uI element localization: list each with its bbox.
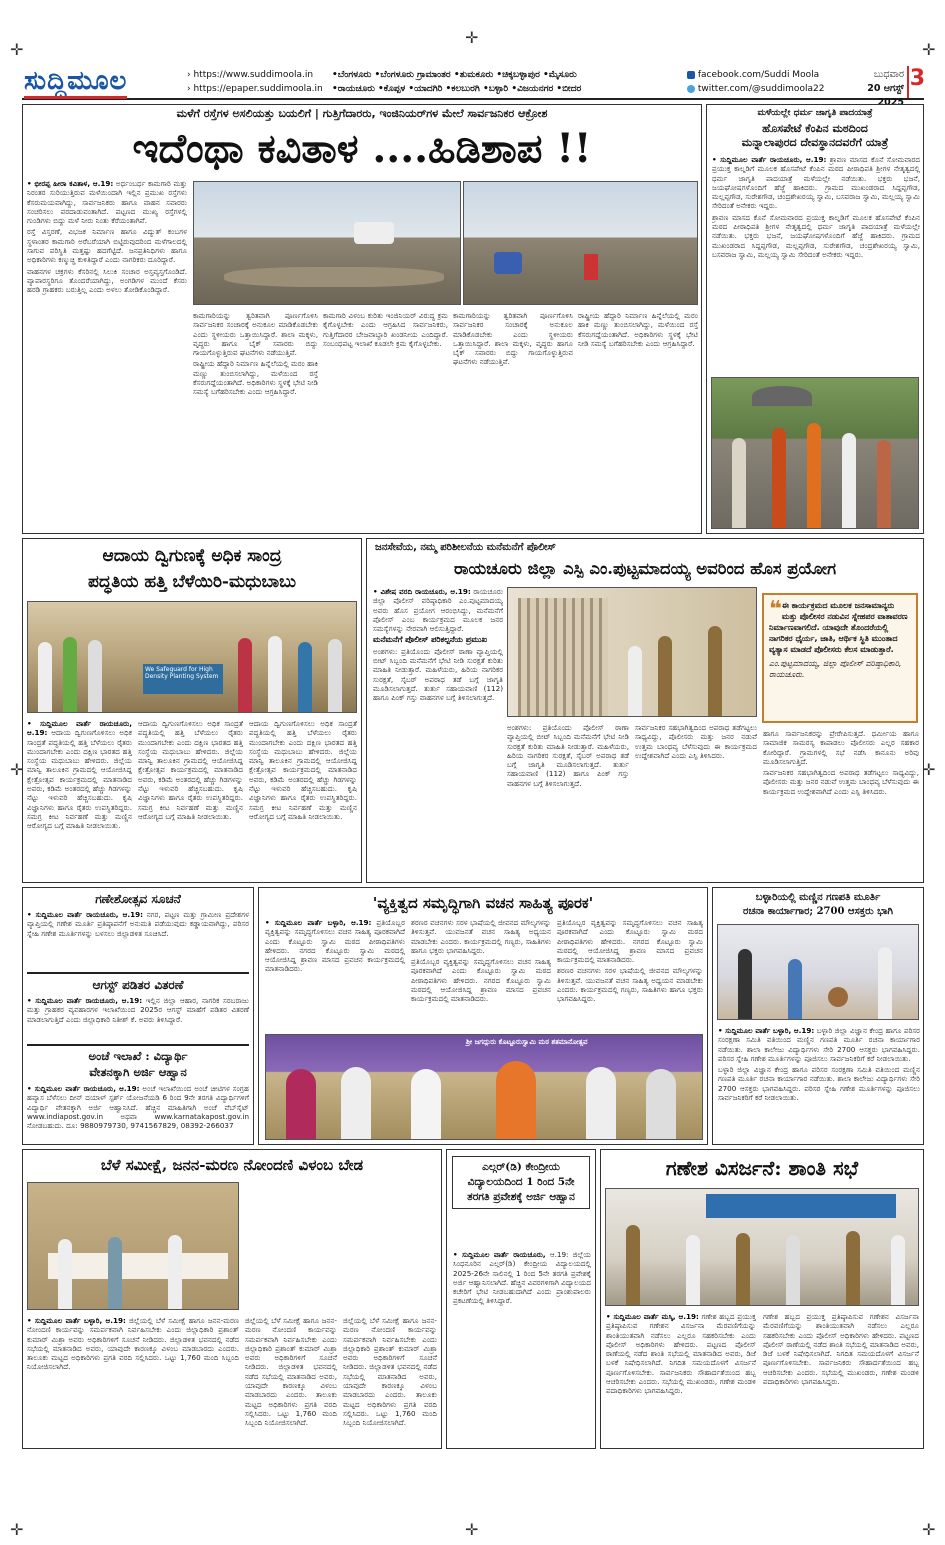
lead-story: [22, 104, 702, 534]
facebook-icon: [687, 71, 695, 79]
police-paragraph: ಅಂಶಗಳು: ಪ್ರತಿಯೊಂದು ಪೊಲೀಸ್ ಠಾಣಾ ವ್ಯಾಪ್ತಿಯಲ್ಲಿ ಬೀಟ್ ಸಿಬ್ಬಂದಿ ಮನೆಮನೆಗೆ ಭೇಟಿ ನೀಡಿ ಸುರಕ್ಷತೆ ಕುರಿತು ಮಾಹಿತಿ ನೀಡುತ್ತಾರೆ. ಮಹಿಳೆಯರು, ಹಿರಿಯ ನಾಗರಿಕರ ಸುರಕ್ಷತೆ, ಸೈಬರ್ ಅಪರಾಧ ತಡೆ ಬಗ್ಗೆ ಜಾಗೃತಿ ಮೂಡಿಸಲಾಗುತ್ತದೆ. ತುರ್ತು ಸಹಾಯವಾಣಿ (112) ಹಾಗೂ ಪಿಂಕ್ ಗಸ್ತು ವಾಹನಗಳ ಬಗ್ಗೆ ತಿಳಿಸಲಾಗುತ್ತದೆ.: [507, 723, 629, 788]
clay-ganesha-story: [712, 887, 924, 1145]
registration-mark: ✛: [465, 28, 479, 47]
masthead: [22, 66, 925, 108]
officer-shape: [658, 636, 672, 716]
lead-paragraph: ರಾಷ್ಟ್ರೀಯ ಹೆದ್ದಾರಿ ನಿರ್ಮಾಣ ಹಿನ್ನೆಲೆಯಲ್ಲಿ ಮರಂ ಹಾಕಿ ಮಣ್ಣು ತುಂಬಿಸಲಾಗಿದ್ದು, ಮಳೆಯಿಂದ ರಸ್ತೆ ಕೆಸರುಗದ್ದೆಯಂತಾಗಿದೆ. ಅಧಿಕಾರಿಗಳು ಸ್ಥಳಕ್ಕೆ ಭೇಟಿ ನೀಡಿ ಸಮಸ್ಯೆ ಬಗೆಹರಿಸಬೇಕು ಎಂದು ಆಗ್ರಹಿಸಿದ್ದಾರೆ.: [578, 311, 698, 348]
clay-headline-line: ಬಳ್ಳಾರಿಯಲ್ಲಿ ಮಣ್ಣಿನ ಗಣಪತಿ ಮೂರ್ತಿ: [755, 892, 881, 903]
city-editions: [332, 68, 687, 96]
police-paragraph: ರಾಯಚೂರು ಜಿಲ್ಲಾ ಪೊಲೀಸ್ ವರಿಷ್ಠಾಧಿಕಾರಿ ಎಂ.ಪುಟ್ಟಮಾದಯ್ಯ ಅವರು ಹೊಸ ಪ್ರಯೋಗ ಆರಂಭಿಸಿದ್ದು, ಮನೆಮನೆಗೆ ಪೊಲೀಸ್ ಎಂಬ ಕಾರ್ಯಕ್ರಮದ ಮೂಲಕ ಜನರ ಸಮಸ್ಯೆಗಳನ್ನು ನೇರವಾಗಿ ಆಲಿಸುತ್ತಿದ್ದಾರೆ.: [373, 587, 503, 634]
yatra-headline: [707, 122, 923, 150]
page-number: 3: [907, 66, 925, 98]
registration-mark: ✛: [465, 1520, 479, 1539]
police-column: [373, 587, 503, 879]
puddle-shape: [224, 267, 444, 287]
cotton-story: [22, 538, 362, 883]
yatra-kicker: ಮಳೆಯಲ್ಲೇ ಧರ್ಮ ಜಾಗೃತಿ ಪಾದಯಾತ್ರೆ: [757, 108, 873, 118]
person-shape: [788, 959, 802, 1019]
person-shape: [584, 254, 598, 280]
auto-rickshaw-shape: [494, 252, 522, 274]
quote-icon: ❝: [769, 597, 782, 622]
police-headline: ರಾಯಚೂರು ಜಿಲ್ಲಾ ಎಸ್ಪಿ ಎಂ.ಪುಟ್ಟಮಾದಯ್ಯ ಅವರಿಂದ ಹೊಸ ಪ್ರಯೋಗ: [453, 559, 837, 578]
divider: [27, 972, 249, 974]
police-column: [635, 723, 757, 878]
person-shape: [772, 428, 786, 528]
police-subhead: ಮನೆಮನೆಗೆ ಪೊಲೀಸ್ ಪರಿಕಲ್ಪನೆಯ ಪ್ರಮುಖ: [373, 635, 488, 645]
peace-paragraph: ಗಣೇಶ ಹಬ್ಬದ ಪ್ರಯುಕ್ತ ಪ್ರತಿಷ್ಠಾಪಿಸುವ ಗಣೇಶನ ವಿಸರ್ಜನಾ ಮೆರವಣಿಗೆಯನ್ನು ಶಾಂತಿಯುತವಾಗಿ ನಡೆಸಲು ಎಲ್ಲರೂ ಸಹಕರಿಸಬೇಕು ಎಂದು ಪೊಲೀಸ್ ಅಧಿಕಾರಿಗಳು ಹೇಳಿದರು. ಪಟ್ಟಣದ ಪೊಲೀಸ್ ಠಾಣೆಯಲ್ಲಿ ನಡೆದ ಶಾಂತಿ ಸಭೆಯಲ್ಲಿ ಮಾತನಾಡಿದ ಅವರು, ಡಿಜೆ ಬಳಕೆ ನಿಷೇಧಿಸಲಾಗಿದೆ. ನಿಗದಿತ ಸಮಯದೊಳಗೆ ವಿಸರ್ಜನೆ ಪೂರ್ಣಗೊಳಿಸಬೇಕು. ಸಾರ್ವಜನಿಕರು ಸೌಹಾರ್ದತೆಯಿಂದ ಹಬ್ಬ ಆಚರಿಸಬೇಕು ಎಂದರು. ಸಭೆಯಲ್ಲಿ ಮುಖಂಡರು, ಗಣೇಶ ಮಂಡಳಿ ಪದಾಧಿಕಾರಿಗಳು ಭಾಗವಹಿಸಿದ್ದರು.: [606, 1312, 756, 1396]
person-shape: [891, 1235, 905, 1305]
crop-paragraph: ಜಿಲ್ಲೆಯಲ್ಲಿ ಬೆಳೆ ಸಮೀಕ್ಷೆ ಹಾಗೂ ಜನನ-ಮರಣ ನೋಂದಣಿ ಕಾರ್ಯವನ್ನು ಸಮರ್ಪಕವಾಗಿ ನಿರ್ವಹಿಸಬೇಕು ಎಂದು ಜಿಲ್ಲಾಧಿಕಾರಿ ಪ್ರಶಾಂತ್ ಕುಮಾರ್ ಮಿಶ್ರಾ ಅವರು ಅಧಿಕಾರಿಗಳಿಗೆ ಸೂಚನೆ ನೀಡಿದರು. ಜಿಲ್ಲಾಡಳಿತ ಭವನದಲ್ಲಿ ನಡೆದ ಸಭೆಯಲ್ಲಿ ಮಾತನಾಡಿದ ಅವರು, ಯಾವುದೇ ಕಾರಣಕ್ಕೂ ವಿಳಂಬ ಮಾಡಬಾರದು ಎಂದರು. ತಾಲೂಕು ಮಟ್ಟದ ಅಧಿಕಾರಿಗಳು ಪ್ರಗತಿ ವರದಿ ಸಲ್ಲಿಸಿದರು. ಒಟ್ಟು 1,760 ಮಂದಿ ಸಿಬ್ಬಂದಿ ನಿಯೋಜಿಸಲಾಗಿದೆ.: [27, 1316, 239, 1372]
car-shape: [354, 222, 394, 244]
person-shape: [411, 1069, 441, 1139]
vachana-paragraph: ಪ್ರತಿಯೊಬ್ಬರ ವ್ಯಕ್ತಿತ್ವವನ್ನು ಸಮೃದ್ಧಗೊಳಿಸಲು ವಚನ ಸಾಹಿತ್ಯ ಪೂರಕವಾಗಿದೆ ಎಂದು ಕೊಟ್ಟೂರು ಸ್ವಾಮಿ ಮಠದ ಪೀಠಾಧಿಪತಿಗಳು ಹೇಳಿದರು. ನಗರದ ಕೊಟ್ಟೂರು ಸ್ವಾಮಿ ಮಠದಲ್ಲಿ ಆಯೋಜಿಸಿದ್ದ ಶ್ರಾವಣ ಮಾಸದ ಪ್ರವಚನ ಕಾರ್ಯಕ್ರಮದಲ್ಲಿ ಮಾತನಾಡಿದರು.: [411, 957, 551, 1004]
gate-shape: [518, 598, 608, 716]
crop-survey-headline: ಬೆಳೆ ಸಮೀಕ್ಷೆ, ಜನನ-ಮರಣ ನೋಂದಣಿ ವಿಳಂಬ ಬೇಡ: [100, 1156, 364, 1174]
cotton-column: [138, 719, 243, 879]
clay-byline: • ಸುದ್ದಿಮೂಲ ವಾರ್ತೆ ಬಳ್ಳಾರಿ, ಆ.19:: [718, 1026, 815, 1035]
meeting-photo: [27, 1182, 239, 1310]
peace-meeting-headline: ಗಣೇಶ ವಿಸರ್ಜನೆ: ಶಾಂತಿ ಸಭೆ: [665, 1156, 859, 1180]
date: 20 ಆಗಸ್ಟ್ 2025: [867, 83, 904, 108]
crop-paragraph: ಜಿಲ್ಲೆಯಲ್ಲಿ ಬೆಳೆ ಸಮೀಕ್ಷೆ ಹಾಗೂ ಜನನ-ಮರಣ ನೋಂದಣಿ ಕಾರ್ಯವನ್ನು ಸಮರ್ಪಕವಾಗಿ ನಿರ್ವಹಿಸಬೇಕು ಎಂದು ಜಿಲ್ಲಾಧಿಕಾರಿ ಪ್ರಶಾಂತ್ ಕುಮಾರ್ ಮಿಶ್ರಾ ಅವರು ಅಧಿಕಾರಿಗಳಿಗೆ ಸೂಚನೆ ನೀಡಿದರು. ಜಿಲ್ಲಾಡಳಿತ ಭವನದಲ್ಲಿ ನಡೆದ ಸಭೆಯಲ್ಲಿ ಮಾತನಾಡಿದ ಅವರು, ಯಾವುದೇ ಕಾರಣಕ್ಕೂ ವಿಳಂಬ ಮಾಡಬಾರದು ಎಂದರು. ತಾಲೂಕು ಮಟ್ಟದ ಅಧಿಕಾರಿಗಳು ಪ್ರಗತಿ ವರದಿ ಸಲ್ಲಿಸಿದರು. ಒಟ್ಟು 1,760 ಮಂದಿ ಸಿಬ್ಬಂದಿ ನಿಯೋಜಿಸಲಾಗಿದೆ.: [343, 1316, 437, 1428]
person-shape: [586, 1067, 616, 1139]
banner-shape: [706, 1194, 896, 1218]
lead-paragraph: ಕಾಮಗಾರಿ ವಿಳಂಬ ಕುರಿತು ಇಂಜಿನಿಯರ್ ವಿರುದ್ಧ ಕ್ರಮ ಕೈಗೊಳ್ಳಬೇಕು ಎಂದು ಆಗ್ರಹಿಸಿದ ಸಾರ್ವಜನಿಕರು, ಗುತ್ತಿಗೆದಾರರ ಬೇಜವಾಬ್ದಾರಿ ಖಂಡನೀಯ ಎಂದಿದ್ದಾರೆ. ಸಂಬಂಧಪಟ್ಟ ಇಲಾಖೆ ಕೂಡಲೇ ಕ್ರಮ ಕೈಗೊಳ್ಳಬೇಕು.: [323, 311, 448, 348]
ganesha-notice-byline: • ಸುದ್ದಿಮೂಲ ವಾರ್ತೆ ರಾಯಚೂರು, ಆ.19:: [27, 910, 143, 919]
scholarship-text: ಅಂಚೆ ಇಲಾಖೆಯಿಂದ ಅಂಚೆ ಚೀಟಿಗಳ ಸಂಗ್ರಹ ಹವ್ಯಾಸ ಬೆಳೆಸಲು ದೀನ್ ದಯಾಳ್ ಸ್ಪರ್ಶ್ ಯೋಜನೆಯಡಿ 6 ರಿಂದ 9ನೇ ತರಗತಿ ವಿದ್ಯಾರ್ಥಿಗಳಿಗೆ ವಿದ್ಯಾರ್ಥಿ ವೇತನಕ್ಕಾಗಿ ಅರ್ಜಿ ಆಹ್ವಾನಿಸಿದೆ. ಹೆಚ್ಚಿನ ಮಾಹಿತಿಗಾಗಿ ಅಂಚೆ ವೆಬ್‌ಸೈಟ್ www.indiapost.gov.in ಅಥವಾ www.karnatakapost.gov.in ನೋಡಬಹುದು. ದೂ: 9880979730, 9741567829, 08392-266037: [27, 1084, 249, 1131]
police-byline: • ವಿಶೇಷ ವರದಿ ರಾಯಚೂರು, ಆ.19:: [373, 587, 471, 596]
police-paragraph: ಸಾರ್ವಜನಿಕರ ಸಹಭಾಗಿತ್ವದಿಂದ ಅಪರಾಧ ತಡೆಗಟ್ಟಲು ಸಾಧ್ಯವಿದ್ದು, ಪೊಲೀಸರು ಮತ್ತು ಜನರ ನಡುವೆ ಉತ್ತಮ ಬಾಂಧವ್ಯ ಬೆಳೆಸುವುದು ಈ ಕಾರ್ಯಕ್ರಮದ ಉದ್ದೇಶವಾಗಿದೆ ಎಂದು ಎಸ್ಪಿ ತಿಳಿಸಿದರು.: [763, 768, 919, 796]
lead-column: [323, 311, 448, 531]
farmers-group-photo: [27, 601, 357, 713]
scholarship-title: [23, 1048, 253, 1080]
lead-headline: ಇದೆಂಥಾ ಕವಿತಾಳ ....ಹಿಡಿಶಾಪ !!: [132, 125, 592, 172]
person-shape: [738, 949, 752, 1019]
seer-shape: [496, 1061, 536, 1139]
officer-shape: [846, 1231, 860, 1305]
epaper-link[interactable]: https://epaper.suddimoola.in: [193, 84, 323, 94]
scholarship-byline: • ಸುದ್ದಿಮೂಲ ವಾರ್ತೆ ರಾಯಚೂರು, ಆ.19:: [27, 1084, 140, 1093]
ganesha-notice-title: ಗಣೇಶೋತ್ಸವ ಸೂಚನೆ: [95, 892, 181, 906]
yatra-paragraph: ಶ್ರಾವಣ ಮಾಸದ ಕೊನೆ ಸೋಮವಾರದ ಪ್ರಯುಕ್ತ ಕಾಲ್ನಡಿಗೆ ಮೂಲಕ ಹೊಸಪೇಟೆ ಕೆಂಪಿನ ಮಠದ ಪೀಠಾಧಿಪತಿ ಶ್ರೀಗಳ ನೇತೃತ್ವದಲ್ಲಿ ಧರ್ಮ ಜಾಗೃತಿ ಪಾದಯಾತ್ರೆ ಮಳೆಯಲ್ಲೇ ನಡೆಯಿತು. ಭಕ್ತರು ಭಜನೆ, ಜಯಘೋಷಗಳೊಂದಿಗೆ ಹೆಜ್ಜೆ ಹಾಕಿದರು. ಗ್ರಾಮದ ಮುಖಂಡರಾದ ಸಿದ್ದಪ್ಪಗೌಡ, ಮಲ್ಲಪ್ಪಗೌಡ, ಸುರೇಶಗೌಡ, ಚಂದ್ರಶೇಖರಯ್ಯ ಸ್ವಾಮಿ, ಬಸವರಾಜ ಸ್ವಾಮಿ, ಮಲ್ಲಯ್ಯ ಸ್ವಾಮಿ ಸೇರಿದಂತೆ ಅನೇಕರು ಇದ್ದರು.: [712, 155, 920, 211]
social-links: [687, 68, 824, 96]
person-shape: [732, 438, 746, 528]
clay-idol-shape: [828, 987, 848, 1007]
cotton-byline: • ಸುದ್ದಿಮೂಲ ವಾರ್ತೆ ರಾಯಚೂರು, ಆ.19:: [27, 719, 132, 738]
person-shape: [108, 1237, 122, 1309]
vachana-column: [557, 918, 703, 1028]
vachana-paragraph: ಶರಣರ ವಚನಗಳು ಸರಳ ಭಾಷೆಯಲ್ಲಿ ಜೀವನದ ಮೌಲ್ಯಗಳನ್ನು ತಿಳಿಸುತ್ತವೆ. ಯುವಜನತೆ ವಚನ ಸಾಹಿತ್ಯ ಅಧ್ಯಯನ ಮಾಡಬೇಕು ಎಂದರು. ಕಾರ್ಯಕ್ರಮದಲ್ಲಿ ಗಣ್ಯರು, ಸಾಹಿತಿಗಳು ಹಾಗೂ ಭಕ್ತರು ಭಾಗವಹಿಸಿದ್ದರು.: [557, 966, 703, 1004]
cities-row: •ಬೆಂಗಳೂರು •ಬೆಂಗಳೂರು ಗ್ರಾಮಾಂತರ •ತುಮಕೂರು •ಚಿಕ್ಕಬಳ್ಳಾಪುರ •ಮೈಸೂರು: [332, 70, 577, 80]
ganesha-notice-body: [27, 910, 249, 968]
flooded-road-photo: [463, 181, 698, 305]
person-shape: [878, 947, 892, 1019]
cotton-paragraph: ಆದಾಯ ದ್ವಿಗುಣಗೊಳಿಸಲು ಅಧಿಕ ಸಾಂದ್ರತೆ ಪದ್ಧತಿಯಲ್ಲಿ ಹತ್ತಿ ಬೆಳೆಯಲು ರೈತರು ಮುಂದಾಗಬೇಕು ಎಂದು ದಕ್ಷಿಣ ಭಾರತದ ಹತ್ತಿ ಸಂಸ್ಥೆಯ ಮಧುಬಾಬು ಹೇಳಿದರು. ಜಿಲ್ಲೆಯ ಮಾನ್ವಿ ತಾಲೂಕಿನ ಗ್ರಾಮದಲ್ಲಿ ಆಯೋಜಿಸಿದ್ದ ಕ್ಷೇತ್ರೋತ್ಸವ ಕಾರ್ಯಕ್ರಮದಲ್ಲಿ ಮಾತನಾಡಿದ ಅವರು, ಕಡಿಮೆ ಅಂತರದಲ್ಲಿ ಹೆಚ್ಚು ಗಿಡಗಳನ್ನು ನೆಟ್ಟು ಇಳುವರಿ ಹೆಚ್ಚಿಸಬಹುದು. ಕೃಷಿ ವಿಜ್ಞಾನಿಗಳು ಹಾಗೂ ರೈತರು ಉಪಸ್ಥಿತರಿದ್ದರು. ಸಮಗ್ರ ಕೀಟ ನಿರ್ವಹಣೆ ಮತ್ತು ಮಣ್ಣಿನ ಆರೋಗ್ಯದ ಬಗ್ಗೆ ಮಾಹಿತಿ ನೀಡಲಾಯಿತು.: [249, 719, 357, 821]
clay-ganesha-column: [718, 1026, 920, 1141]
person-shape: [58, 1239, 72, 1309]
person-shape: [298, 642, 312, 712]
registration-mark: ✛: [10, 760, 24, 779]
website-link[interactable]: https://www.suddimoola.in: [193, 70, 314, 80]
person-shape: [38, 642, 52, 712]
vachana-paragraph: ಪ್ರತಿಯೊಬ್ಬರ ವ್ಯಕ್ತಿತ್ವವನ್ನು ಸಮೃದ್ಧಗೊಳಿಸಲು ವಚನ ಸಾಹಿತ್ಯ ಪೂರಕವಾಗಿದೆ ಎಂದು ಕೊಟ್ಟೂರು ಸ್ವಾಮಿ ಮಠದ ಪೀಠಾಧಿಪತಿಗಳು ಹೇಳಿದರು. ನಗರದ ಕೊಟ್ಟೂರು ಸ್ವಾಮಿ ಮಠದಲ್ಲಿ ಆಯೋಜಿಸಿದ್ದ ಶ್ರಾವಣ ಮಾಸದ ಪ್ರವಚನ ಕಾರ್ಯಕ್ರಮದಲ್ಲಿ ಮಾತನಾಡಿದರು.: [265, 918, 405, 974]
lead-column: [27, 179, 187, 529]
lead-paragraph: ಅರ್ಧಂಬರ್ಧ ಕಾಮಗಾರಿ ಮತ್ತು ನಿರಂತರ ಸುರಿಯುತ್ತಿರುವ ಮಳೆಯಿಂದಾಗಿ ಇಲ್ಲಿನ ಪ್ರಮುಖ ರಸ್ತೆಗಳು ಕೆಸರುಮಯವಾಗಿದ್ದು, ಸಾರ್ವಜನಿಕರು ಹಾಗೂ ವಾಹನ ಸವಾರರು ಸಂಚರಿಸಲು ಪರದಾಡುವಂತಾಗಿದೆ. ಪಟ್ಟಣದ ಮುಖ್ಯ ರಸ್ತೆಗಳಲ್ಲಿ ಗುಂಡಿಗಳು ಬಿದ್ದು ಮಳೆ ನೀರು ನಿಂತು ಕೆರೆಯಂತಾಗಿವೆ.: [27, 179, 187, 226]
lead-paragraph: ಕಾಮಗಾರಿಯನ್ನು ತ್ವರಿತವಾಗಿ ಪೂರ್ಣಗೊಳಿಸಿ ಸಾರ್ವಜನಿಕರ ಸಂಚಾರಕ್ಕೆ ಅನುಕೂಲ ಮಾಡಿಕೊಡಬೇಕು ಎಂದು ಸ್ಥಳೀಯರು ಒತ್ತಾಯಿಸಿದ್ದಾರೆ. ಶಾಲಾ ಮಕ್ಕಳು, ವೃದ್ಧರು ಹಾಗೂ ಬೈಕ್ ಸವಾರರು ಬಿದ್ದು ಗಾಯಗೊಳ್ಳುತ್ತಿರುವ ಘಟನೆಗಳು ನಡೆಯುತ್ತಿವೆ.: [453, 311, 573, 367]
quote-attribution: ಎಂ.ಪುಟ್ಟಮಾದಯ್ಯ, ಜಿಲ್ಲಾ ಪೊಲೀಸ್ ವರಿಷ್ಠಾಧಿಕಾರಿ, ರಾಯಚೂರು.: [769, 659, 902, 679]
person-shape: [63, 637, 77, 712]
officer-shape: [626, 1225, 640, 1305]
yatra-column: [712, 155, 920, 370]
clay-paragraph: ಬಳ್ಳಾರಿ ಜಿಲ್ಲಾ ವಿಜ್ಞಾನ ಕೇಂದ್ರ ಹಾಗೂ ಪರಿಸರ ಸಂರಕ್ಷಣಾ ಸಮಿತಿ ವತಿಯಿಂದ ಮಣ್ಣಿನ ಗಣಪತಿ ಮೂರ್ತಿ ರಚನಾ ಕಾರ್ಯಾಗಾರ ನಡೆಯಿತು. ಶಾಲಾ ಕಾಲೇಜು ವಿದ್ಯಾರ್ಥಿಗಳು ಸೇರಿ 2700 ಆಸಕ್ತರು ಭಾಗವಹಿಸಿದ್ದರು. ಪರಿಸರ ಸ್ನೇಹಿ ಗಣೇಶ ಮೂರ್ತಿಗಳನ್ನು ಪೂಜಿಸಲು ಸಾರ್ವಜನಿಕರಿಗೆ ಕರೆ ನೀಡಲಾಯಿತು.: [718, 1065, 920, 1103]
police-story: [366, 538, 924, 883]
vachana-stage-photo: [265, 1034, 703, 1140]
lead-column: [453, 311, 573, 531]
cotton-headline-line: ಪದ್ಧತಿಯ ಹತ್ತಿ ಬೆಳೆಯಿರಿ-ಮಧುಬಾಬು: [87, 572, 297, 592]
lead-paragraph: ರಾಷ್ಟ್ರೀಯ ಹೆದ್ದಾರಿ ನಿರ್ಮಾಣ ಹಿನ್ನೆಲೆಯಲ್ಲಿ ಮರಂ ಹಾಕಿ ಮಣ್ಣು ತುಂಬಿಸಲಾಗಿದ್ದು, ಮಳೆಯಿಂದ ರಸ್ತೆ ಕೆಸರುಗದ್ದೆಯಂತಾಗಿದೆ. ಅಧಿಕಾರಿಗಳು ಸ್ಥಳಕ್ಕೆ ಭೇಟಿ ನೀಡಿ ಸಮಸ್ಯೆ ಬಗೆಹರಿಸಬೇಕು ಎಂದು ಆಗ್ರಹಿಸಿದ್ದಾರೆ.: [193, 359, 318, 397]
twitter-link[interactable]: twitter.com/@suddimoola22: [697, 84, 825, 94]
clay-ganesha-headline: [713, 891, 923, 919]
lead-paragraph: ಕಾಮಗಾರಿಯನ್ನು ತ್ವರಿತವಾಗಿ ಪೂರ್ಣಗೊಳಿಸಿ ಸಾರ್ವಜನಿಕರ ಸಂಚಾರಕ್ಕೆ ಅನುಕೂಲ ಮಾಡಿಕೊಡಬೇಕು ಎಂದು ಸ್ಥಳೀಯರು ಒತ್ತಾಯಿಸಿದ್ದಾರೆ. ಶಾಲಾ ಮಕ್ಕಳು, ವೃದ್ಧರು ಹಾಗೂ ಬೈಕ್ ಸವಾರರು ಬಿದ್ದು ಗಾಯಗೊಳ್ಳುತ್ತಿರುವ ಘಟನೆಗಳು ನಡೆಯುತ್ತಿವೆ.: [193, 311, 318, 358]
registration-mark: ✛: [10, 40, 24, 59]
registration-mark: ✛: [922, 1520, 936, 1539]
police-kicker: ಜನಸೇವೆಯ, ನಮ್ಮ ಪರಿಶೀಲನೆಯ ಮನೆಮನೆಗೆ ಪೊಲೀಸ್: [375, 542, 556, 553]
peace-meeting-story: [600, 1149, 924, 1449]
person-shape: [628, 646, 642, 716]
yatra-paragraph: ಶ್ರಾವಣ ಮಾಸದ ಕೊನೆ ಸೋಮವಾರದ ಪ್ರಯುಕ್ತ ಕಾಲ್ನಡಿಗೆ ಮೂಲಕ ಹೊಸಪೇಟೆ ಕೆಂಪಿನ ಮಠದ ಪೀಠಾಧಿಪತಿ ಶ್ರೀಗಳ ನೇತೃತ್ವದಲ್ಲಿ ಧರ್ಮ ಜಾಗೃತಿ ಪಾದಯಾತ್ರೆ ಮಳೆಯಲ್ಲೇ ನಡೆಯಿತು. ಭಕ್ತರು ಭಜನೆ, ಜಯಘೋಷಗಳೊಂದಿಗೆ ಹೆಜ್ಜೆ ಹಾಕಿದರು. ಗ್ರಾಮದ ಮುಖಂಡರಾದ ಸಿದ್ದಪ್ಪಗೌಡ, ಮಲ್ಲಪ್ಪಗೌಡ, ಸುರೇಶಗೌಡ, ಚಂದ್ರಶೇಖರಯ್ಯ ಸ್ವಾಮಿ, ಬಸವರಾಜ ಸ್ವಾಮಿ, ಮಲ್ಲಯ್ಯ ಸ್ವಾಮಿ ಸೇರಿದಂತೆ ಅನೇಕರು ಇದ್ದರು.: [712, 212, 920, 259]
crop-survey-column: [343, 1316, 437, 1446]
cotton-headline: [23, 543, 361, 595]
person-shape: [877, 440, 891, 528]
website-links: › https://www.suddimoola.in › https://epaper.suddimoola.in: [187, 70, 323, 94]
person-shape: [88, 640, 102, 712]
yatra-headline-line: ಹೊಸಪೇಟೆ ಕೆಂಪಿನ ಮಠದಿಂದ: [762, 122, 868, 135]
logo: ಸುದ್ದಿಮೂಲ: [24, 66, 128, 96]
school-byline: • ಸುದ್ದಿಮೂಲ ವಾರ್ತೆ ರಾಯಚೂರು,: [453, 1250, 546, 1259]
weekday: ಬುಧವಾರ: [873, 69, 904, 80]
peace-meeting-column: [763, 1312, 919, 1446]
police-paragraph: ಹಾಗೂ ಸಾರ್ವಜನಿಕರನ್ನು ಪ್ರೇರೇಪಿಸುತ್ತದೆ. ಧರ್ಮೀಯ ಹಾಗೂ ಸಾಮಾಜಿಕ ಸಾಮರಸ್ಯ ಕಾಪಾಡಲು ಪೊಲೀಸರು ಎಲ್ಲರ ಸಹಕಾರ ಕೋರಿದ್ದಾರೆ. ಗ್ರಾಮಗಳಲ್ಲಿ ಸಭೆ ನಡೆಸಿ ಕಾನೂನು ಅರಿವು ಮೂಡಿಸಲಾಗುತ್ತಿದೆ.: [763, 729, 919, 766]
newspaper-page: [22, 58, 924, 1508]
ration-text: ಇಲ್ಲಿನ ಜಿಲ್ಲಾ ಆಹಾರ, ನಾಗರಿಕ ಸರಬರಾಜು ಮತ್ತು ಗ್ರಾಹಕರ ವ್ಯವಹಾರಗಳ ಇಲಾಖೆಯಿಂದ 2025ರ ಆಗಸ್ಟ್ ಮಾಹೆಗೆ ಪಡಿತರ ವಿತರಣೆ ಮಾಡಲಾಗುತ್ತಿದೆ ಎಂದು ಜಿಲ್ಲಾಧಿಕಾರಿ ನಿತೀಶ್ ಕೆ. ಅವರು ತಿಳಿಸಿದ್ದಾರೆ.: [27, 996, 249, 1024]
vachana-paragraph: ಶರಣರ ವಚನಗಳು ಸರಳ ಭಾಷೆಯಲ್ಲಿ ಜೀವನದ ಮೌಲ್ಯಗಳನ್ನು ತಿಳಿಸುತ್ತವೆ. ಯುವಜನತೆ ವಚನ ಸಾಹಿತ್ಯ ಅಧ್ಯಯನ ಮಾಡಬೇಕು ಎಂದರು. ಕಾರ್ಯಕ್ರಮದಲ್ಲಿ ಗಣ್ಯರು, ಸಾಹಿತಿಗಳು ಹಾಗೂ ಭಕ್ತರು ಭಾಗವಹಿಸಿದ್ದರು.: [411, 918, 551, 955]
ration-title: ಆಗಸ್ಟ್ ಪಡಿತರ ವಿತರಣೆ: [92, 978, 184, 992]
peace-byline: • ಸುದ್ದಿಮೂಲ ವಾರ್ತೆ ಮಸ್ಕಿ, ಆ.19:: [606, 1312, 699, 1321]
vachana-headline: 'ವ್ಯಕ್ತಿತ್ವದ ಸಮೃದ್ಧಿಗಾಗಿ ವಚನ ಸಾಹಿತ್ಯ ಪೂರಕ': [372, 894, 594, 912]
cotton-column: [27, 719, 132, 879]
scholarship-title-line: ವೇತನಕ್ಕಾಗಿ ಅರ್ಜಿ ಆಹ್ವಾನ: [89, 1065, 187, 1079]
school-paragraph: ಆ.19: ಜಿಲ್ಲೆಯ ಸಿಂಧನೂರಿನ ಎಲ್ಗರ್(ಡಿ) ಕೇಂದ್ರೀಯ ವಿದ್ಯಾಲಯದಲ್ಲಿ 2025-26ನೇ ಸಾಲಿನಲ್ಲಿ 1 ರಿಂದ 5ನೇ ತರಗತಿ ಪ್ರವೇಶಕ್ಕೆ ಅರ್ಜಿ ಆಹ್ವಾನಿಸಲಾಗಿದೆ. ಹೆಚ್ಚಿನ ವಿವರಗಳಿಗಾಗಿ ವಿದ್ಯಾಲಯದ ಕಚೇರಿಗೆ ಭೇಟಿ ನೀಡಬಹುದಾಗಿದೆ ಎಂದು ಪ್ರಾಂಶುಪಾಲರು ಪ್ರಕಟಣೆಯಲ್ಲಿ ತಿಳಿಸಿದ್ದಾರೆ.: [453, 1250, 591, 1306]
lead-column: [578, 311, 698, 531]
workshop-photo: [717, 924, 919, 1020]
peace-meeting-photo: [605, 1188, 919, 1306]
person-shape: [341, 1067, 371, 1139]
vachana-paragraph: ಪ್ರತಿಯೊಬ್ಬರ ವ್ಯಕ್ತಿತ್ವವನ್ನು ಸಮೃದ್ಧಗೊಳಿಸಲು ವಚನ ಸಾಹಿತ್ಯ ಪೂರಕವಾಗಿದೆ ಎಂದು ಕೊಟ್ಟೂರು ಸ್ವಾಮಿ ಮಠದ ಪೀಠಾಧಿಪತಿಗಳು ಹೇಳಿದರು. ನಗರದ ಕೊಟ್ಟೂರು ಸ್ವಾಮಿ ಮಠದಲ್ಲಿ ಆಯೋಜಿಸಿದ್ದ ಶ್ರಾವಣ ಮಾಸದ ಪ್ರವಚನ ಕಾರ್ಯಕ್ರಮದಲ್ಲಿ ಮಾತನಾಡಿದರು.: [557, 918, 703, 965]
clay-headline-line: ರಚನಾ ಕಾರ್ಯಾಗಾರ; 2700 ಆಸಕ್ತರು ಭಾಗಿ: [743, 906, 893, 917]
person-shape: [686, 1235, 700, 1305]
yatra-headline-line: ಮನ್ನಾಲಾಪುರದ ದೇವಸ್ಥಾನದವರೆಗೆ ಯಾತ್ರೆ: [741, 136, 889, 149]
officer-shape: [708, 626, 722, 716]
quote-text: ಈ ಕಾರ್ಯಕ್ರಮದ ಮೂಲಕ ಜನಸಾಮಾನ್ಯರು ಮತ್ತು ಪೊಲೀಸರ ನಡುವಿನ ಸ್ನೇಹಪರ ವಾತಾವರಣ ನಿರ್ಮಾಣವಾಗಲಿದೆ. ಯಾವುದೇ ತೊಂದರೆಯಲ್ಲಿ ನಾಗರಿಕರ ಧೈರ್ಯ, ಜಾತಿ, ಆರ್ಥಿಕ ಸ್ಥಿತಿ ಮುಂತಾದ ವ್ಯತ್ಯಾಸ ಮಾಡದೆ ಪೊಲೀಸರು ಕೆಲಸ ಮಾಡುತ್ತಾರೆ.: [769, 601, 908, 654]
person-shape: [238, 638, 252, 712]
cotton-headline-line: ಆದಾಯ ದ್ವಿಗುಣಕ್ಕೆ ಅಧಿಕ ಸಾಂದ್ರ: [102, 546, 282, 566]
crop-survey-story: [22, 1149, 442, 1449]
person-shape: [842, 433, 856, 528]
police-paragraph: ಸಾರ್ವಜನಿಕರ ಸಹಭಾಗಿತ್ವದಿಂದ ಅಪರಾಧ ತಡೆಗಟ್ಟಲು ಸಾಧ್ಯವಿದ್ದು, ಪೊಲೀಸರು ಮತ್ತು ಜನರ ನಡುವೆ ಉತ್ತಮ ಬಾಂಧವ್ಯ ಬೆಳೆಸುವುದು ಈ ಕಾರ್ಯಕ್ರಮದ ಉದ್ದೇಶವಾಗಿದೆ ಎಂದು ಎಸ್ಪಿ ತಿಳಿಸಿದರು.: [635, 723, 757, 760]
sp-quote-box: [762, 593, 918, 723]
person-shape: [168, 1235, 182, 1309]
registration-mark: ✛: [922, 760, 936, 779]
officer-shape: [736, 1233, 750, 1305]
crop-survey-column: [27, 1316, 239, 1446]
person-shape: [268, 636, 282, 712]
ration-body: [27, 996, 249, 1040]
yatra-byline: • ಸುದ್ದಿಮೂಲ ವಾರ್ತೆ ರಾಯಚೂರು, ಆ.19:: [712, 155, 827, 164]
crop-paragraph: ಜಿಲ್ಲೆಯಲ್ಲಿ ಬೆಳೆ ಸಮೀಕ್ಷೆ ಹಾಗೂ ಜನನ-ಮರಣ ನೋಂದಣಿ ಕಾರ್ಯವನ್ನು ಸಮರ್ಪಕವಾಗಿ ನಿರ್ವಹಿಸಬೇಕು ಎಂದು ಜಿಲ್ಲಾಧಿಕಾರಿ ಪ್ರಶಾಂತ್ ಕುಮಾರ್ ಮಿಶ್ರಾ ಅವರು ಅಧಿಕಾರಿಗಳಿಗೆ ಸೂಚನೆ ನೀಡಿದರು. ಜಿಲ್ಲಾಡಳಿತ ಭವನದಲ್ಲಿ ನಡೆದ ಸಭೆಯಲ್ಲಿ ಮಾತನಾಡಿದ ಅವರು, ಯಾವುದೇ ಕಾರಣಕ್ಕೂ ವಿಳಂಬ ಮಾಡಬಾರದು ಎಂದರು. ತಾಲೂಕು ಮಟ್ಟದ ಅಧಿಕಾರಿಗಳು ಪ್ರಗತಿ ವರದಿ ಸಲ್ಲಿಸಿದರು. ಒಟ್ಟು 1,760 ಮಂದಿ ಸಿಬ್ಬಂದಿ ನಿಯೋಜಿಸಲಾಗಿದೆ.: [245, 1316, 337, 1428]
person-shape: [807, 423, 821, 528]
police-paragraph: ಅಂಶಗಳು: ಪ್ರತಿಯೊಂದು ಪೊಲೀಸ್ ಠಾಣಾ ವ್ಯಾಪ್ತಿಯಲ್ಲಿ ಬೀಟ್ ಸಿಬ್ಬಂದಿ ಮನೆಮನೆಗೆ ಭೇಟಿ ನೀಡಿ ಸುರಕ್ಷತೆ ಕುರಿತು ಮಾಹಿತಿ ನೀಡುತ್ತಾರೆ. ಮಹಿಳೆಯರು, ಹಿರಿಯ ನಾಗರಿಕರ ಸುರಕ್ಷತೆ, ಸೈಬರ್ ಅಪರಾಧ ತಡೆ ಬಗ್ಗೆ ಜಾಗೃತಿ ಮೂಡಿಸಲಾಗುತ್ತದೆ. ತುರ್ತು ಸಹಾಯವಾಣಿ (112) ಹಾಗೂ ಪಿಂಕ್ ಗಸ್ತು ವಾಹನಗಳ ಬಗ್ಗೆ ತಿಳಿಸಲಾಗುತ್ತದೆ.: [373, 646, 503, 703]
school-admission-story: [446, 1149, 596, 1449]
lead-paragraph: ವಾಹನಗಳ ಚಕ್ರಗಳು ಕೆಸರಿನಲ್ಲಿ ಸಿಲುಕಿ ಸಂಚಾರ ಅಸ್ತವ್ಯಸ್ತಗೊಂಡಿದೆ. ವ್ಯಾಪಾರಸ್ಥರಿಗೂ ತೊಂದರೆಯಾಗಿದ್ದು, ಅಂಗಡಿಗಳ ಮುಂದೆ ಕೆಸರು ಹರಡಿ ಗ್ರಾಹಕರು ಬರುತ್ತಿಲ್ಲ ಎಂದು ಅಳಲು ತೋಡಿಕೊಂಡಿದ್ದಾರೆ.: [27, 266, 187, 295]
muddy-road-photo: [193, 181, 461, 305]
police-house-visit-photo: [507, 587, 757, 717]
lead-kicker: ಮಳೆಗೆ ರಸ್ತೆಗಳ ಅಸಲಿಯತ್ತು ಬಯಲಿಗೆ | ಗುತ್ತಿಗೆದಾರರು, ಇಂಜಿನಿಯರ್‌ಗಳ ಮೇಲೆ ಸಾರ್ವಜನಿಕರ ಆಕ್ರೋಶ: [176, 107, 548, 120]
umbrella-shape: [752, 386, 812, 406]
person-shape: [328, 639, 342, 712]
vachana-column: [411, 918, 551, 1028]
scholarship-title-line: ಅಂಚೆ ಇಲಾಖೆ : ವಿದ್ಯಾರ್ಥಿ: [88, 1049, 188, 1063]
vachana-column: [265, 918, 405, 1028]
school-admission-column: [453, 1250, 591, 1445]
twitter-icon: [687, 85, 695, 93]
ration-byline: • ಸುದ್ದಿಮೂಲ ವಾರ್ತೆ ರಾಯಚೂರು, ಆ.19:: [27, 996, 143, 1005]
event-banner: We Safeguard for High Density Planting System: [143, 664, 223, 694]
crop-byline: • ಸುದ್ದಿಮೂಲ ವಾರ್ತೆ ಬಳ್ಳಾರಿ, ಆ.19:: [27, 1316, 126, 1325]
briefs-column: [22, 887, 254, 1145]
ganesha-notice-text: ನಗರ, ಪಟ್ಟಣ ಮತ್ತು ಗ್ರಾಮೀಣ ಪ್ರದೇಶಗಳ ವ್ಯಾಪ್ತಿಯಲ್ಲಿ ಗಣೇಶ ಮೂರ್ತಿ ಪ್ರತಿಷ್ಠಾಪನೆಗೆ ಅನುಮತಿ ಪಡೆಯುವುದು ಕಡ್ಡಾಯವಾಗಿದ್ದು, ಪರಿಸರ ಸ್ನೇಹಿ ಗಣೇಶ ಮೂರ್ತಿಗಳನ್ನು ಬಳಸಲು ಜಿಲ್ಲಾಡಳಿತ ಸೂಚಿಸಿದೆ.: [27, 910, 249, 938]
police-column: [507, 723, 629, 878]
stage-banner-text: ಶ್ರೀ ಜಗದ್ಗುರು ಕೊಟ್ಟೂರುಸ್ವಾಮಿ ಮಠ ಶತಮಾನೋತ್ಸವ: [466, 1038, 588, 1046]
lead-paragraph: ರಸ್ತೆ ವಿಸ್ತರಣೆ, ವಿಭಜಕ ನಿರ್ಮಾಣ ಹಾಗೂ ವಿದ್ಯುತ್ ಕಂಬಗಳ ಸ್ಥಳಾಂತರ ಕಾಮಗಾರಿ ಅರೆಬರೆಯಾಗಿ ಬಿಟ್ಟಿರುವುದರಿಂದ ಮಳೆಗಾಲದಲ್ಲಿ ಸಾಗುವ ಪರಿಸ್ಥಿತಿ ಮತ್ತಷ್ಟು ಹದಗೆಟ್ಟಿದೆ. ಜನಪ್ರತಿನಿಧಿಗಳು ಹಾಗೂ ಅಧಿಕಾರಿಗಳು ಕಣ್ಮುಚ್ಚಿ ಕುಳಿತಿದ್ದಾರೆ ಎಂದು ನಾಗರಿಕರು ದೂರಿದ್ದಾರೆ.: [27, 227, 187, 265]
school-admission-headline: ಎಲ್ಗರ್(ಡಿ) ಕೇಂದ್ರೀಯ ವಿದ್ಯಾಲಯದಿಂದ 1 ರಿಂದ 5ನೇ ತರಗತಿ ಪ್ರವೇಶಕ್ಕೆ ಅರ್ಜಿ ಆಹ್ವಾನ: [452, 1156, 590, 1209]
vachana-byline: • ಸುದ್ದಿಮೂಲ ವಾರ್ತೆ ಬಳ್ಳಾರಿ, ಆ.19:: [265, 918, 372, 927]
person-shape: [646, 1069, 676, 1139]
cotton-paragraph: ಆದಾಯ ದ್ವಿಗುಣಗೊಳಿಸಲು ಅಧಿಕ ಸಾಂದ್ರತೆ ಪದ್ಧತಿಯಲ್ಲಿ ಹತ್ತಿ ಬೆಳೆಯಲು ರೈತರು ಮುಂದಾಗಬೇಕು ಎಂದು ದಕ್ಷಿಣ ಭಾರತದ ಹತ್ತಿ ಸಂಸ್ಥೆಯ ಮಧುಬಾಬು ಹೇಳಿದರು. ಜಿಲ್ಲೆಯ ಮಾನ್ವಿ ತಾಲೂಕಿನ ಗ್ರಾಮದಲ್ಲಿ ಆಯೋಜಿಸಿದ್ದ ಕ್ಷೇತ್ರೋತ್ಸವ ಕಾರ್ಯಕ್ರಮದಲ್ಲಿ ಮಾತನಾಡಿದ ಅವರು, ಕಡಿಮೆ ಅಂತರದಲ್ಲಿ ಹೆಚ್ಚು ಗಿಡಗಳನ್ನು ನೆಟ್ಟು ಇಳುವರಿ ಹೆಚ್ಚಿಸಬಹುದು. ಕೃಷಿ ವಿಜ್ಞಾನಿಗಳು ಹಾಗೂ ರೈತರು ಉಪಸ್ಥಿತರಿದ್ದರು. ಸಮಗ್ರ ಕೀಟ ನಿರ್ವಹಣೆ ಮತ್ತು ಮಣ್ಣಿನ ಆರೋಗ್ಯದ ಬಗ್ಗೆ ಮಾಹಿತಿ ನೀಡಲಾಯಿತು.: [27, 728, 132, 831]
registration-mark: ✛: [10, 1520, 24, 1539]
table-shape: [48, 1253, 228, 1279]
procession-photo: [711, 377, 919, 529]
registration-mark: ✛: [922, 40, 936, 59]
clay-paragraph: ಬಳ್ಳಾರಿ ಜಿಲ್ಲಾ ವಿಜ್ಞಾನ ಕೇಂದ್ರ ಹಾಗೂ ಪರಿಸರ ಸಂರಕ್ಷಣಾ ಸಮಿತಿ ವತಿಯಿಂದ ಮಣ್ಣಿನ ಗಣಪತಿ ಮೂರ್ತಿ ರಚನಾ ಕಾರ್ಯಾಗಾರ ನಡೆಯಿತು. ಶಾಲಾ ಕಾಲೇಜು ವಿದ್ಯಾರ್ಥಿಗಳು ಸೇರಿ 2700 ಆಸಕ್ತರು ಭಾಗವಹಿಸಿದ್ದರು. ಪರಿಸರ ಸ್ನೇಹಿ ಗಣೇಶ ಮೂರ್ತಿಗಳನ್ನು ಪೂಜಿಸಲು ಸಾರ್ವಜನಿಕರಿಗೆ ಕರೆ ನೀಡಲಾಯಿತು.: [718, 1026, 920, 1063]
crop-survey-column: [245, 1316, 337, 1446]
vachana-story: [258, 887, 708, 1145]
facebook-link[interactable]: facebook.com/Suddi Moola: [697, 70, 820, 80]
cities-row: •ರಾಯಚೂರು •ಕೊಪ್ಪಳ •ಯಾದಗಿರಿ •ಕಲಬುರಗಿ •ಬಳ್ಳಾರಿ •ವಿಜಯನಗರ •ಬೀದರ: [332, 84, 582, 94]
lead-column: [193, 311, 318, 531]
peace-meeting-column: [606, 1312, 756, 1446]
cotton-column: [249, 719, 357, 879]
cotton-paragraph: ಆದಾಯ ದ್ವಿಗುಣಗೊಳಿಸಲು ಅಧಿಕ ಸಾಂದ್ರತೆ ಪದ್ಧತಿಯಲ್ಲಿ ಹತ್ತಿ ಬೆಳೆಯಲು ರೈತರು ಮುಂದಾಗಬೇಕು ಎಂದು ದಕ್ಷಿಣ ಭಾರತದ ಹತ್ತಿ ಸಂಸ್ಥೆಯ ಮಧುಬಾಬು ಹೇಳಿದರು. ಜಿಲ್ಲೆಯ ಮಾನ್ವಿ ತಾಲೂಕಿನ ಗ್ರಾಮದಲ್ಲಿ ಆಯೋಜಿಸಿದ್ದ ಕ್ಷೇತ್ರೋತ್ಸವ ಕಾರ್ಯಕ್ರಮದಲ್ಲಿ ಮಾತನಾಡಿದ ಅವರು, ಕಡಿಮೆ ಅಂತರದಲ್ಲಿ ಹೆಚ್ಚು ಗಿಡಗಳನ್ನು ನೆಟ್ಟು ಇಳುವರಿ ಹೆಚ್ಚಿಸಬಹುದು. ಕೃಷಿ ವಿಜ್ಞಾನಿಗಳು ಹಾಗೂ ರೈತರು ಉಪಸ್ಥಿತರಿದ್ದರು. ಸಮಗ್ರ ಕೀಟ ನಿರ್ವಹಣೆ ಮತ್ತು ಮಣ್ಣಿನ ಆರೋಗ್ಯದ ಬಗ್ಗೆ ಮಾಹಿತಿ ನೀಡಲಾಯಿತು.: [138, 719, 243, 821]
person-shape: [286, 1069, 316, 1139]
peace-paragraph: ಗಣೇಶ ಹಬ್ಬದ ಪ್ರಯುಕ್ತ ಪ್ರತಿಷ್ಠಾಪಿಸುವ ಗಣೇಶನ ವಿಸರ್ಜನಾ ಮೆರವಣಿಗೆಯನ್ನು ಶಾಂತಿಯುತವಾಗಿ ನಡೆಸಲು ಎಲ್ಲರೂ ಸಹಕರಿಸಬೇಕು ಎಂದು ಪೊಲೀಸ್ ಅಧಿಕಾರಿಗಳು ಹೇಳಿದರು. ಪಟ್ಟಣದ ಪೊಲೀಸ್ ಠಾಣೆಯಲ್ಲಿ ನಡೆದ ಶಾಂತಿ ಸಭೆಯಲ್ಲಿ ಮಾತನಾಡಿದ ಅವರು, ಡಿಜೆ ಬಳಕೆ ನಿಷೇಧಿಸಲಾಗಿದೆ. ನಿಗದಿತ ಸಮಯದೊಳಗೆ ವಿಸರ್ಜನೆ ಪೂರ್ಣಗೊಳಿಸಬೇಕು. ಸಾರ್ವಜನಿಕರು ಸೌಹಾರ್ದತೆಯಿಂದ ಹಬ್ಬ ಆಚರಿಸಬೇಕು ಎಂದರು. ಸಭೆಯಲ್ಲಿ ಮುಖಂಡರು, ಗಣೇಶ ಮಂಡಳಿ ಪದಾಧಿಕಾರಿಗಳು ಭಾಗವಹಿಸಿದ್ದರು.: [763, 1312, 919, 1387]
scholarship-body: [27, 1084, 249, 1142]
yatra-story: [706, 104, 924, 534]
divider: [27, 1044, 249, 1046]
police-column: [763, 729, 919, 879]
lead-byline: • ಭೀರಪ್ಪ ಹೀರಾ ಕವಿತಾಳ, ಆ.19:: [27, 179, 114, 188]
person-shape: [786, 1235, 800, 1305]
